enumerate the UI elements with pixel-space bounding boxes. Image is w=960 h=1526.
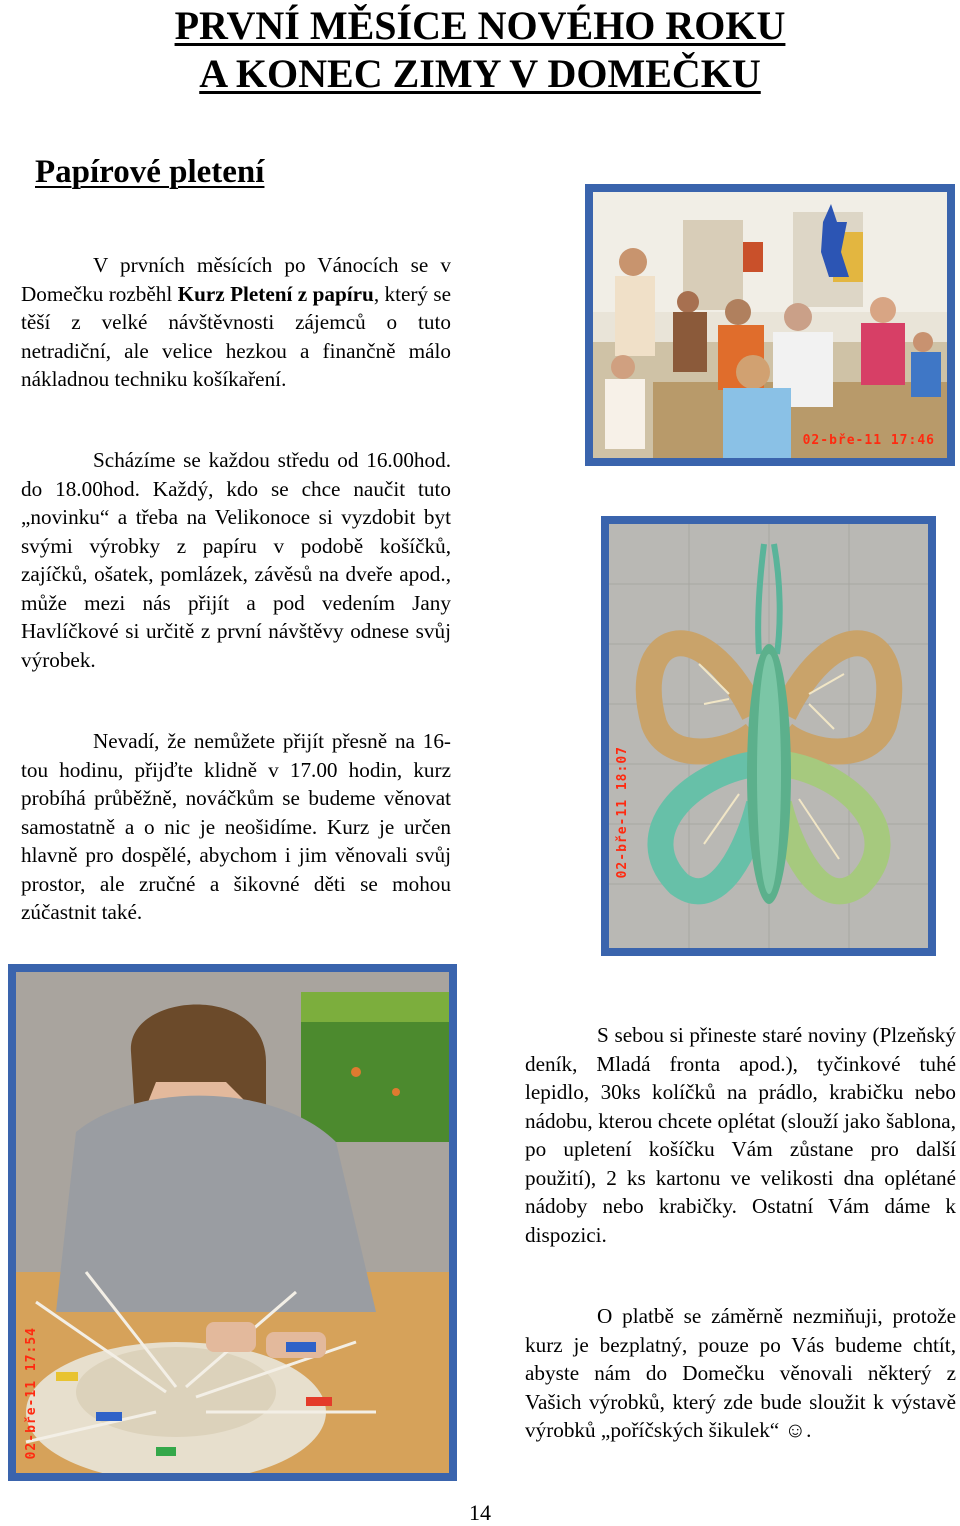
girl-weaving-photo bbox=[8, 964, 457, 1481]
page-title-line1: PRVNÍ MĚSÍCE NOVÉHO ROKU bbox=[174, 3, 786, 48]
paragraph-supplies bbox=[525, 1021, 956, 1249]
paragraph-intro-bold: Kurz Pletení z papíru bbox=[177, 281, 374, 306]
paragraph-payment-text: O platbě se záměrně nezmiňuji, protože kurz je bezplatný, pouze po Vás budeme chtít, abyste nám do Domečku věnovali některý z Vašich výrobků, který zde bude sloužit k výstavě výrobků „poříčských šikulek“ ☺. bbox=[525, 1304, 956, 1442]
girl-weaving-photo-timestamp: 02-bře-11 17:54 bbox=[24, 1326, 39, 1459]
butterfly-photo-timestamp: 02-bře-11 18:07 bbox=[615, 745, 630, 878]
paragraph-intro bbox=[21, 251, 451, 394]
paragraph-schedule-text: Scházíme se každou středu od 16.00hod. do 18.00hod. Každý, kdo se chce naučit tuto „novinku“ a třeba na Velikonoce si vyzdobit byt svými výrobky z papíru v podobě košíčků, zajíčků, ošatek, pomlázek, závěsů na dveře apod., může mezi nás přijít a pod vedením Jany Havlíčkové si určitě z první návštěvy odnese svůj výrobek. bbox=[21, 448, 451, 672]
classroom-photo bbox=[585, 184, 955, 466]
section-heading: Papírové pletení bbox=[35, 154, 265, 190]
paragraph-intro-text-a: V prvních měsících po Vánocích se v Domečku rozběhl bbox=[21, 253, 451, 306]
paragraph-supplies-text: S sebou si přineste staré noviny (Plzeňský deník, Mladá fronta apod.), tyčinkové tuhé lepidlo, 30ks kolíčků na prádlo, krabičku nebo nádobu, kterou chcete oplétat (slouží jako šablona, po upletení košíčku Vám zůstane pro další použití), 2 ks kartonu ve velikosti dna oplétané nádoby nebo krabičky. Ostatní Vám dáme k dispozici. bbox=[525, 1023, 956, 1247]
paragraph-timing-text: Nevadí, že nemůžete přijít přesně na 16-tou hodinu, přijďte klidně v 17.00 hodin, kurz probíhá průběžně, nováčkům se budeme věnovat samostatně a o nic je neošidíme. Kurz je určen hlavně pro dospělé, abychom i jim věnovali svůj prostor, ale zručné a šikovné děti se mohou zúčastnit také. bbox=[21, 729, 451, 924]
paragraph-intro-text-b: , který se těší z velké návštěvnosti zájemců o tuto netradiční, ale velice hezkou a finančně málo nákladnou techniku košíkaření. bbox=[21, 281, 452, 391]
page-number: 14 bbox=[469, 1500, 491, 1525]
paragraph-schedule bbox=[21, 446, 451, 674]
butterfly-photo bbox=[601, 516, 936, 956]
page-title-line2: A KONEC ZIMY V DOMEČKU bbox=[199, 51, 761, 96]
paragraph-timing bbox=[21, 727, 451, 927]
classroom-photo-timestamp: 02-bře-11 17:46 bbox=[802, 433, 935, 448]
page-title bbox=[0, 2, 960, 98]
paragraph-payment bbox=[525, 1302, 956, 1445]
